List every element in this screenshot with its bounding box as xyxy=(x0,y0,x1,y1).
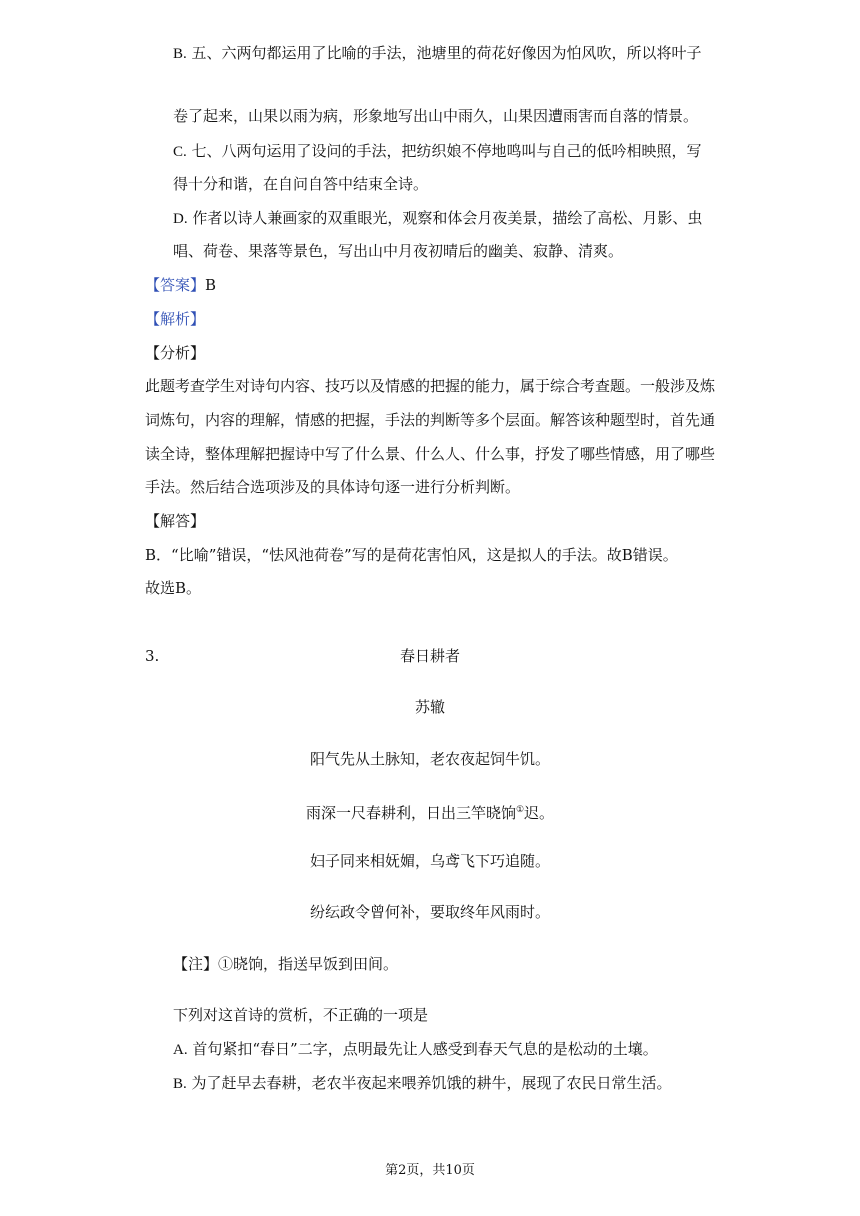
jieda-text-line-2: 故选B。 xyxy=(145,579,202,597)
option-c-line-2: 得十分和谐，在自问自答中结束全诗。 xyxy=(173,175,429,193)
option-b-line-1: B. 五、六两句都运用了比喻的手法，池塘里的荷花好像因为怕风吹，所以将叶子 xyxy=(173,44,702,62)
note-marker: ① xyxy=(515,805,525,815)
q3-option-b: B. 为了赶早去春耕，老农半夜起来喂养饥饿的耕牛，展现了农民日常生活。 xyxy=(173,1074,672,1092)
poem-author: 苏辙 xyxy=(414,698,445,716)
fenxi-text-line-2: 词炼句，内容的理解，情感的把握，手法的判断等多个层面。解答该种题型时，首先通 xyxy=(145,411,716,429)
answer-value: B xyxy=(205,276,217,294)
option-d-line-2: 唱、荷卷、果落等景色，写出山中月夜初晴后的幽美、寂静、清爽。 xyxy=(173,242,624,260)
poem-line-4: 纷纭政令曾何补，要取终年风雨时。 xyxy=(309,903,550,921)
question-prompt: 下列对这首诗的赏析，不正确的一项是 xyxy=(173,1006,429,1024)
page-footer: 第2页，共10页 xyxy=(385,1163,475,1178)
option-d-line-1: D. 作者以诗人兼画家的双重眼光，观察和体会月夜美景，描绘了高松、月影、虫 xyxy=(173,209,703,227)
option-b-line-2: 卷了起来，山果以雨为病，形象地写出山中雨久，山果因遭雨害而自落的情景。 xyxy=(173,107,699,125)
fenxi-text-line-1: 此题考查学生对诗句内容、技巧以及情感的把握的能力，属于综合考查题。一般涉及炼 xyxy=(145,377,716,395)
jieda-text-line-1: B．“比喻”错误，“怯风池荷卷”写的是荷花害怕风，这是拟人的手法。故B错误。 xyxy=(145,546,678,564)
jieda-label: 【解答】 xyxy=(145,512,206,530)
answer-label: 【答案】 xyxy=(145,276,206,294)
analysis-label: 【解析】 xyxy=(145,310,206,328)
note-label: 【注】 xyxy=(173,955,219,973)
fenxi-text-line-4: 手法。然后结合选项涉及的具体诗句逐一进行分析判断。 xyxy=(145,478,521,496)
question-number: 3. xyxy=(145,647,160,665)
note-text: ①晓饷，指送早饭到田间。 xyxy=(218,955,399,973)
note-line xyxy=(173,954,398,974)
fenxi-label: 【分析】 xyxy=(145,344,206,362)
option-c-line-1: C. 七、八两句运用了设问的手法，把纺织娘不停地鸣叫与自己的低吟相映照，写 xyxy=(173,142,702,160)
poem-title: 春日耕者 xyxy=(399,647,460,665)
fenxi-text-line-3: 读全诗，整体理解把握诗中写了什么景、什么人、什么事，抒发了哪些情感，用了哪些 xyxy=(145,445,716,463)
q3-option-a: A. 首句紧扣“春日”二字，点明最先让人感受到春天气息的是松动的土壤。 xyxy=(173,1040,658,1058)
answer-line xyxy=(145,275,216,295)
poem-line-2: 雨深一尺春耕利，日出三竿晓饷①迟。 xyxy=(305,804,555,822)
poem-line-3: 妇子同来相妩媚，乌鸢飞下巧追随。 xyxy=(309,852,550,870)
poem-line-1: 阳气先从土脉知，老农夜起饲牛饥。 xyxy=(309,750,550,768)
